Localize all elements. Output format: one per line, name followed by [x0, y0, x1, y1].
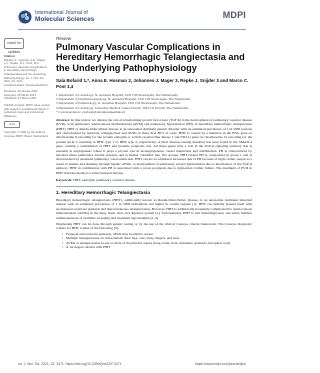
check-for-updates-badge[interactable]: check for updates	[4, 38, 24, 49]
citation-text: Bofarid, S.; Hosman, A.E.; Mager, J.J.; Snijder, R.J.; Post, M.C. Pulmonary Vascular Complications in Hereditary Hemorrhagic Telangiectasia and the Underlying Pathophysiology. Int. J. Mol. Sci. 2021, 22, 3471.	[4, 57, 48, 84]
keywords	[56, 178, 252, 182]
publisher-note: Publisher's Note: MDPI stays neutral with regard to jurisdictional claims in published maps and institutional affiliations.	[4, 102, 50, 118]
affiliation-4: 4 Department of Cardiology, University Medical Center Utrecht, 3584 CX Utrecht, The Netherlands	[56, 105, 189, 110]
journal-name-line1: International Journal of	[35, 10, 88, 16]
correspondence: * Correspondence: s.bofarid@antoniusziekenhuis.nl	[56, 109, 125, 114]
affiliations	[56, 93, 252, 113]
abstract-text: In this review, we discuss the role of transforming growth factor-beta (TGF-β) in the development of pulmonary vascular disease (PVD), both pulmonary arteriovenous malformations (AVM) and pulmonary hypertension (PH), in hereditary hemorrhagic telangiectasia (HHT). HHT or Rendu-Osler-Weber disease is an autosomal dominant genetic disorder with an estimated prevalence of 1 in 5000 persons and characterized by epistaxis, telangiectasia and AVMs in more than 80% of cases. HHT is caused by a mutation in the ENG gene on chromosome 9 encoding for the protein endoglin or activin receptor-like kinase 1 (ACVRL1) gene on chromosome 12 encoding for the protein ALK-1, resulting in HHT type 1 or HHT type 2, respectively. A third disease-causing mutation has been found in the SMAD-4 gene, causing a combination of HHT and juvenile polyposis coli. All these genes play a role in the TGF-β signaling pathway that is essential in angiogenesis where it plays a pivotal role in neoangiogenesis, vessel maturation and stabilization. PH is characterized by elevated mean pulmonary arterial pressure and is further classified into five groups. HHT-related PH is categorized in group 1 and is characterized by sustained pulmonary vasoconstriction. HHT carries an additional increased risk of PH because of high cardiac output as a result of anemia and shunting through hepatic AVMs, or development of pulmonary arterial hypertension due to interference of the TGF-β pathway. HHT in combination with PH is associated with a worse prognosis due to right-sided cardiac failure. The treatment of PVD in HHT includes medical or interventional therapy.	[56, 117, 252, 175]
article-title: Pulmonary Vascular Complications in Hereditary Hemorrhagic Telangiectasia and the Underlying Pathophysiology	[56, 42, 245, 73]
section-1-paragraph-2: Diagnosing HHT can be done through genetic testing or by the use of the clinical Curaçao criteria framework. The Curaçao diagnostic criteria for HHT consist of the following [3]:	[56, 222, 252, 231]
section-1-paragraph-1: Hereditary hemorrhagic telangiectasia (HHT), additionally known as Rendu-Osler-Weber disease, is an autosomal dominant inherited disease with an estimated prevalence of 1 in 5000 individuals and higher in certain regions [1]. HHT can initially present itself with spontaneous recurrent epistaxis and mucocutaneous telangiectasias. However, HHT is additionally frequently complicated by arteriovenous malformations (AVMs) in the lung, brain, liver and digestive system [2]. Unfortunately, HHT is still underdiagnosed, and entire families remain unaware of available screening and treatment opportunities [2–4].	[56, 197, 252, 220]
citation-label: Citation:	[4, 54, 16, 58]
keywords-label: Keywords:	[56, 177, 73, 182]
journal-name-line2: Molecular Sciences	[35, 16, 95, 23]
published-date: Published: 27 March 2021	[4, 96, 37, 101]
accepted-date: Accepted: 25 March 2021	[4, 92, 36, 97]
copyright-text: Copyright: © 2021 by the authors. Licensee MDPI, Basel, Switzerland.	[4, 129, 49, 138]
list-item: • Frequent and recurrent epistaxis, which may be mild to severe	[62, 232, 252, 236]
cc-by-badge[interactable]: cc by	[4, 121, 20, 128]
abstract-label: Abstract:	[56, 117, 71, 122]
article-type: Review	[56, 36, 72, 41]
header-divider	[18, 29, 246, 30]
list-item: • AVMs or telangiectasias in one or more of the internal organs (lung, brain, liver, intestines, stomach, and spinal cord)	[62, 241, 252, 245]
abstract	[56, 118, 252, 175]
footer-journal-url[interactable]: https://www.mdpi.com/journal/ijms	[194, 362, 246, 366]
affiliation-1: 1 Department of Cardiology, St. Antonius Hospital, 3435 CM Nieuwegein, The Netherlands;	[56, 93, 179, 98]
article-sidebar	[4, 38, 50, 171]
list-item: • Multiple telangiectasias on characteristic sites: lips, oral cavity, fingers, and nose	[62, 236, 252, 240]
journal-logo-icon	[18, 10, 32, 24]
section-1-heading: 1. Hereditary Hemorrhagic Telangiectasia	[56, 190, 151, 196]
list-item: • A 1st-degree relative with HHT	[62, 245, 252, 249]
citation-block	[4, 54, 50, 84]
affiliation-3: 3 Department of Pulmonology, St. Antonius Hospital, 3435 CM Nieuwegein, The Netherlands	[56, 101, 181, 106]
footer-citation[interactable]: Int. J. Mol. Sci. 2021, 22, 3471. https://doi.org/10.3390/ijms22073471	[18, 362, 122, 366]
author-list: Sala Bofarid 1,*, Anna E. Hosman 2, Johannes J. Mager 3, Repke J. Snijder 3 and Marco C. Post 1,4	[56, 78, 249, 90]
academic-editor: Academic Editor: Alessandra Bosco	[4, 82, 49, 87]
article-main	[56, 36, 252, 249]
curacao-criteria-list	[62, 232, 252, 250]
received-date: Received: 4 February 2021	[4, 89, 38, 94]
journal-name	[35, 10, 94, 23]
keywords-text: HHT; endoglin; pulmonary vascular disease	[73, 177, 135, 182]
journal-header	[18, 8, 246, 28]
affiliation-2: 2 Department of Otorhinolaryngology, St. Antonius Hospital, 3435 CM Nieuwegein, The Netherlands	[56, 97, 191, 102]
publisher-logo[interactable]: MDPI	[222, 10, 246, 20]
section-divider	[56, 186, 252, 187]
